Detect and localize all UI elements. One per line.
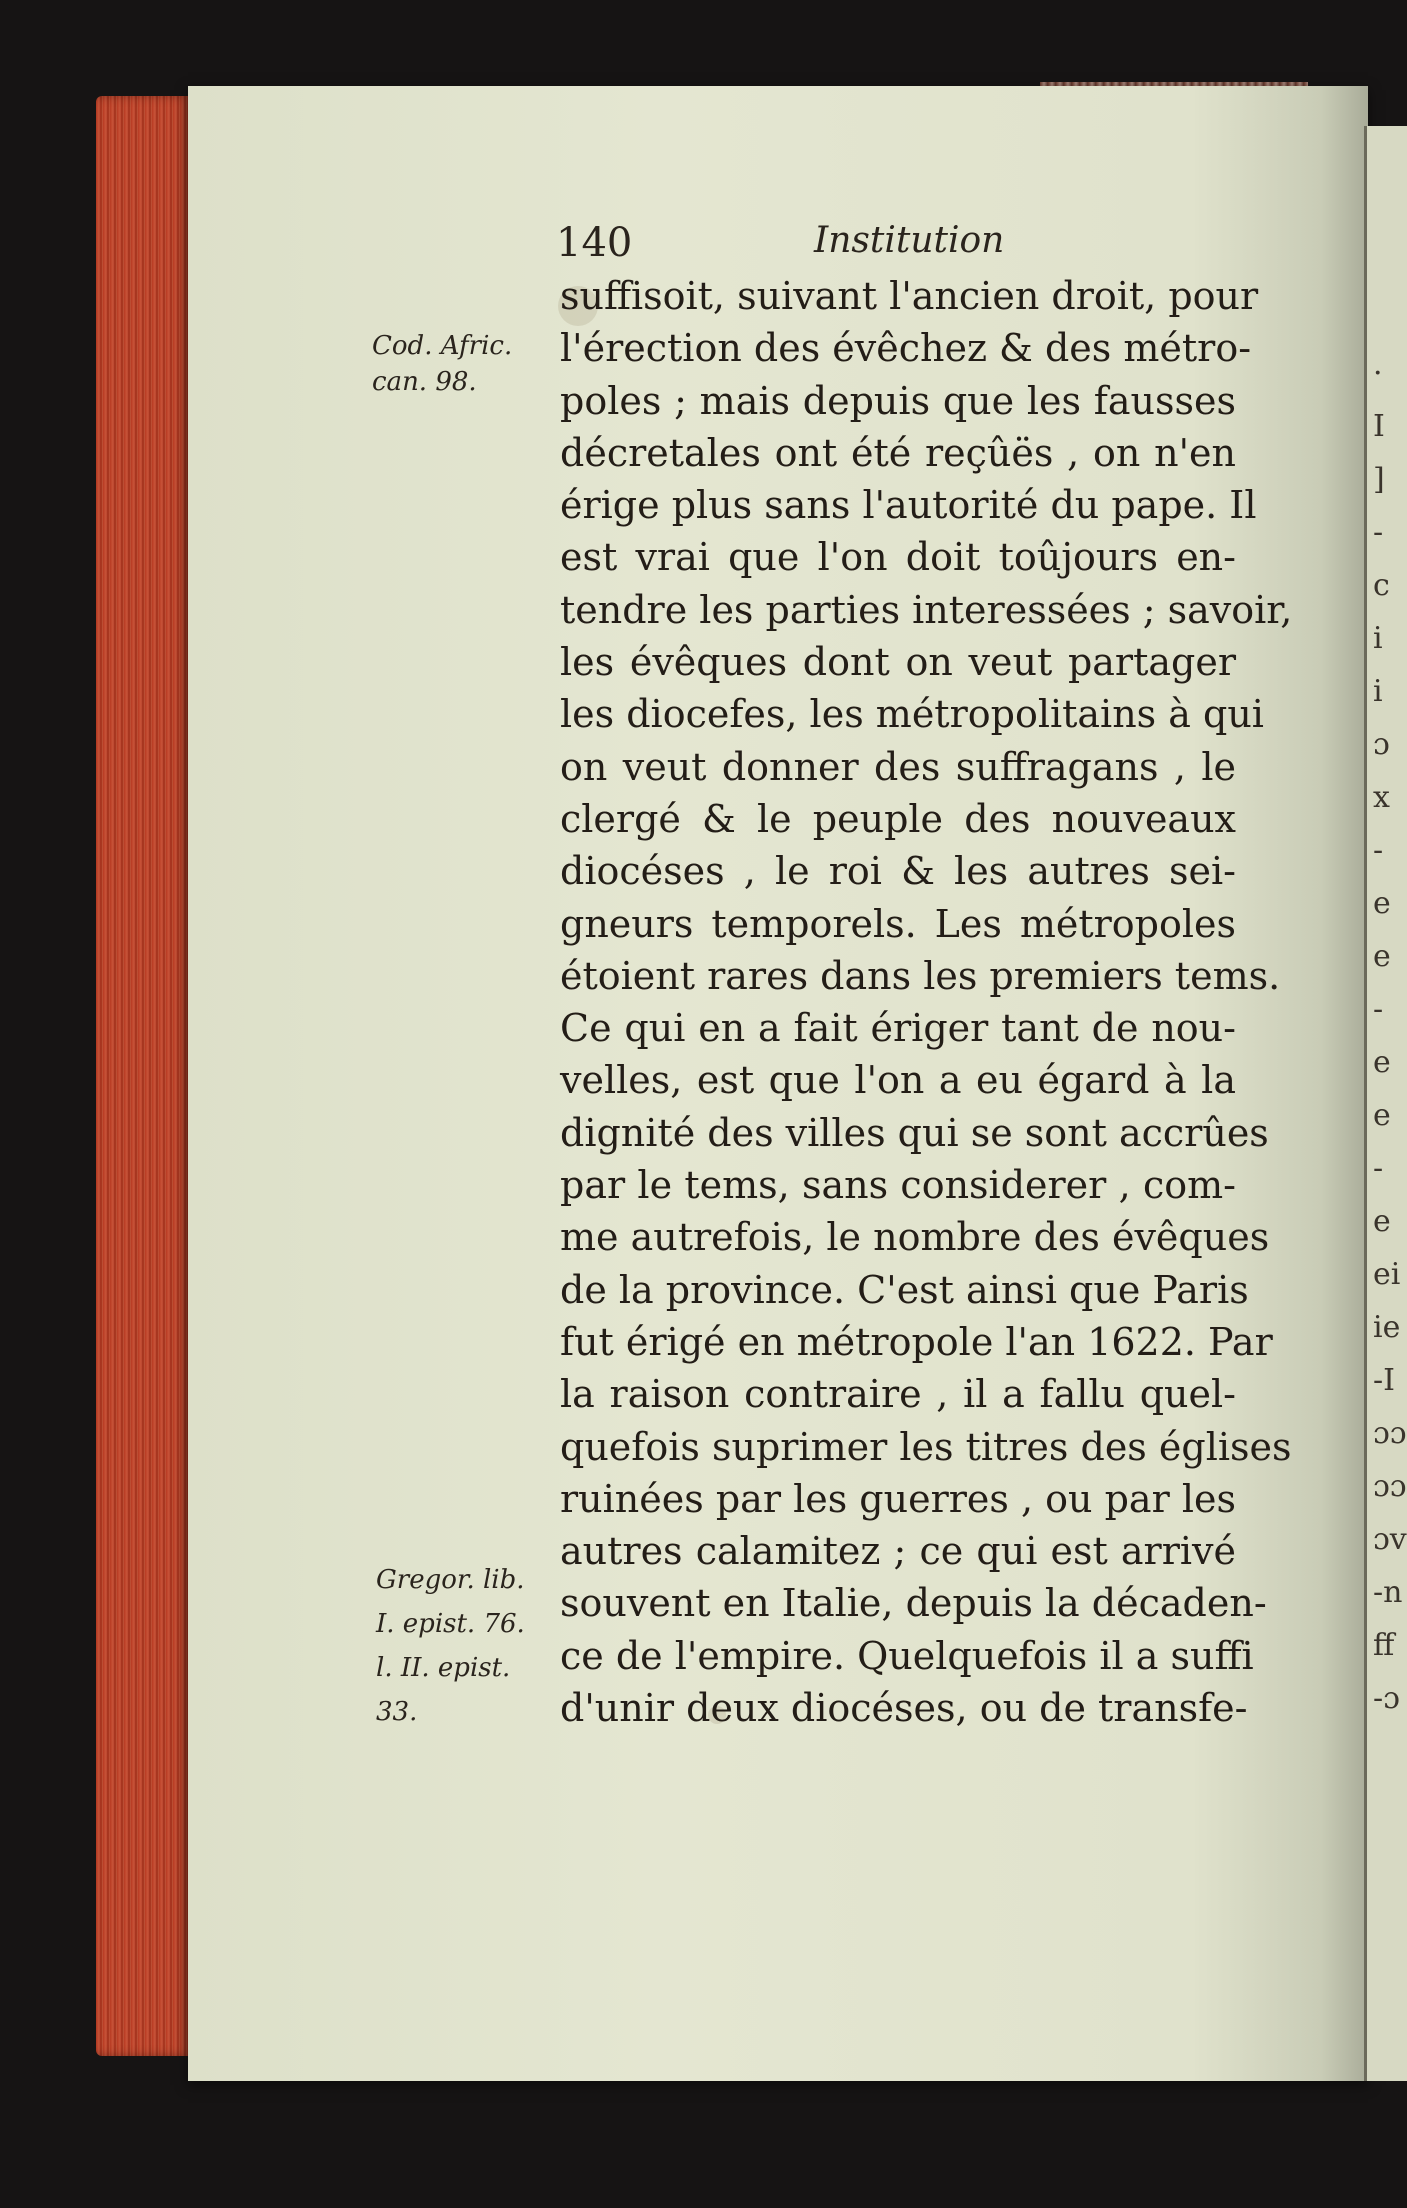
facing-page-glyph: -: [1373, 992, 1384, 1027]
facing-page-glyph: e: [1373, 939, 1391, 974]
margin-note-gregor: [376, 1558, 525, 1734]
body-line: ruinées par les guerres , ou par les: [560, 1476, 1236, 1521]
facing-page-glyph: i: [1373, 674, 1383, 709]
facing-page-glyph: -n: [1373, 1575, 1403, 1610]
facing-page-glyph: ie: [1373, 1310, 1401, 1345]
facing-page-glyph: ]: [1373, 462, 1385, 497]
body-line: tendre les parties interessées ; savoir,: [560, 587, 1293, 632]
running-title: Institution: [814, 220, 1005, 261]
body-line: diocéses , le roi & les autres sei-: [560, 849, 1236, 894]
margin-note-line: 33.: [376, 1697, 418, 1727]
body-line: gneurs temporels. Les métropoles: [560, 901, 1236, 946]
body-line: poles ; mais depuis que les fausses: [560, 378, 1236, 423]
facing-page-glyph: ·: [1373, 356, 1383, 391]
facing-page-glyph: ɔɔ: [1373, 1416, 1407, 1451]
body-line: autres calamitez ; ce qui est arrivé: [560, 1529, 1236, 1574]
body-line: quefois suprimer les titres des églises: [560, 1424, 1292, 1469]
body-line: clergé & le peuple des nouveaux: [560, 796, 1236, 841]
body-line: on veut donner des suffragans , le: [560, 744, 1236, 789]
body-line: par le tems, sans considerer , com-: [560, 1163, 1236, 1208]
facing-page-glyph: -I: [1373, 1363, 1395, 1398]
body-line: souvent en Italie, depuis la décaden-: [560, 1581, 1267, 1626]
body-line: les diocefes, les métropolitains à qui: [560, 692, 1264, 737]
facing-page-glyph: e: [1373, 1098, 1391, 1133]
facing-page-glyph: e: [1373, 886, 1391, 921]
margin-note-line: I. epist. 76.: [376, 1609, 525, 1639]
facing-page-glyph: ɔv: [1373, 1522, 1407, 1557]
body-line: est vrai que l'on doit toûjours en-: [560, 535, 1236, 580]
body-line: la raison contraire , il a fallu quel-: [560, 1372, 1236, 1417]
facing-page-glyph: -: [1373, 515, 1384, 550]
margin-note-line: can. 98.: [372, 367, 477, 397]
page-number: 140: [556, 220, 633, 266]
facing-page-glyph: -ɔ: [1373, 1681, 1400, 1716]
facing-page-glyph: ɔɔ: [1373, 1469, 1407, 1504]
facing-page-glyph: i: [1373, 621, 1383, 656]
margin-note-line: Cod. Afric.: [372, 331, 513, 361]
facing-page-glyph: ei: [1373, 1257, 1401, 1292]
body-line: dignité des villes qui se sont accrûes: [560, 1110, 1269, 1155]
body-line: fut érigé en métropole l'an 1622. Par: [560, 1319, 1273, 1364]
facing-page-glyph: ɔ: [1373, 727, 1390, 762]
body-line: les évêques dont on veut partager: [560, 640, 1236, 685]
body-line: de la province. C'est ainsi que Paris: [560, 1267, 1249, 1312]
margin-note-cod-afric: [372, 328, 512, 400]
facing-page-glyph: e: [1373, 1045, 1391, 1080]
body-line: érige plus sans l'autorité du pape. Il: [560, 483, 1257, 528]
facing-page-edge: [1364, 126, 1407, 2081]
margin-note-line: Gregor. lib.: [376, 1565, 525, 1595]
body-line: me autrefois, le nombre des évêques: [560, 1215, 1270, 1260]
margin-note-line: l. II. epist.: [376, 1653, 511, 1683]
facing-page-glyph: -: [1373, 833, 1384, 868]
facing-page-glyph: e: [1373, 1204, 1391, 1239]
body-text: [560, 270, 1293, 1734]
facing-page-glyph: c: [1373, 568, 1390, 603]
body-line: décretales ont été reçûës , on n'en: [560, 430, 1236, 475]
body-line: d'unir deux diocéses, ou de transfe-: [560, 1686, 1248, 1731]
body-line: ce de l'empire. Quelquefois il a suffi: [560, 1633, 1254, 1678]
body-line: l'érection des évêchez & des métro-: [560, 326, 1252, 371]
red-page-edges: [96, 96, 192, 2056]
facing-page-glyph: I: [1373, 409, 1385, 444]
body-line: Ce qui en a fait ériger tant de nou-: [560, 1006, 1236, 1051]
facing-page-glyph: ff: [1373, 1628, 1395, 1663]
body-line: étoient rares dans les premiers tems.: [560, 953, 1281, 998]
page-header: [556, 220, 1256, 270]
body-line: suffisoit, suivant l'ancien droit, pour: [560, 274, 1259, 318]
body-line: velles, est que l'on a eu égard à la: [560, 1058, 1236, 1103]
facing-page-glyph: x: [1373, 780, 1390, 815]
facing-page-glyph: -: [1373, 1151, 1384, 1186]
